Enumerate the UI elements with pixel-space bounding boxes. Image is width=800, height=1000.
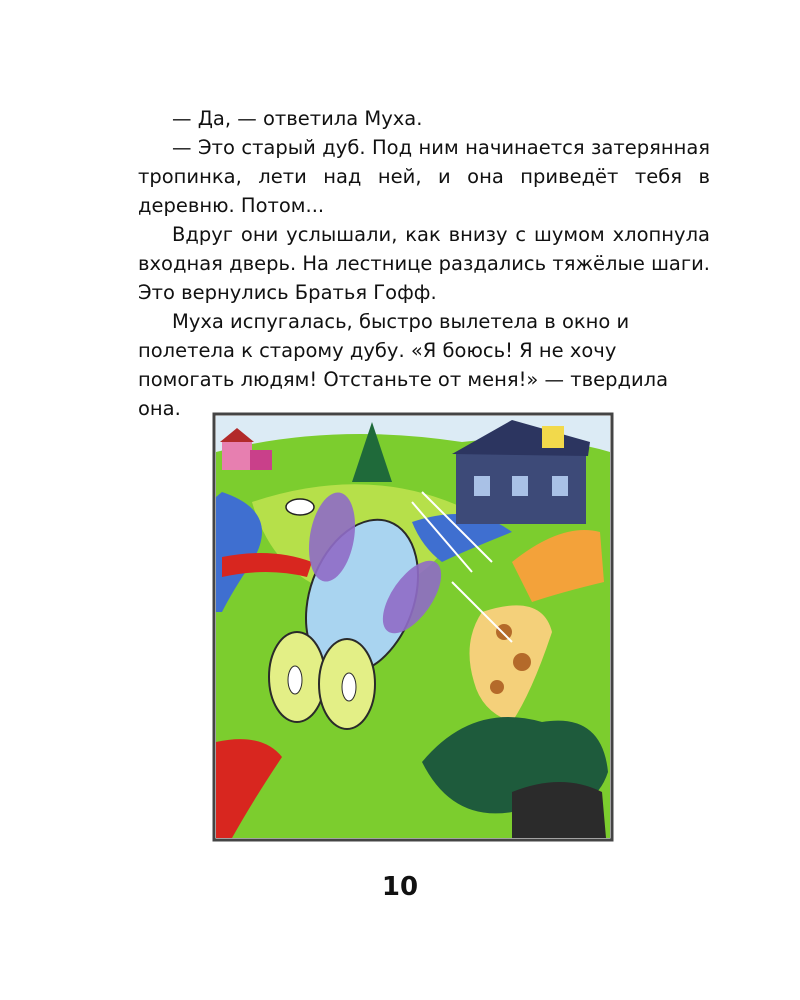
paragraph-3: Вдруг они услышали, как внизу с шумом хлопнула входная дверь. На лестнице раздались тяжёлые шаги. Это вернулись Братья Гофф. [138, 223, 710, 304]
cow [286, 499, 314, 515]
paragraph-2: — Это старый дуб. Под ним начинается затерянная тропинка, лети над ней, и она приведёт тебя в деревню. Потом... [138, 136, 710, 217]
paragraph-4: Муха испугалась, быстро вылетела в окно и полетела к старому дубу. «Я боюсь! Я не хочу помогать людям! Отстаньте от меня!» — твердила она. [138, 310, 669, 420]
illustration-fly-landscape [212, 412, 614, 842]
illustration [212, 412, 614, 842]
village-house [222, 442, 252, 470]
story-text [138, 104, 710, 423]
page-number: 10 [381, 872, 419, 902]
paragraph-1: — Да, — ответила Муха. [172, 107, 423, 130]
